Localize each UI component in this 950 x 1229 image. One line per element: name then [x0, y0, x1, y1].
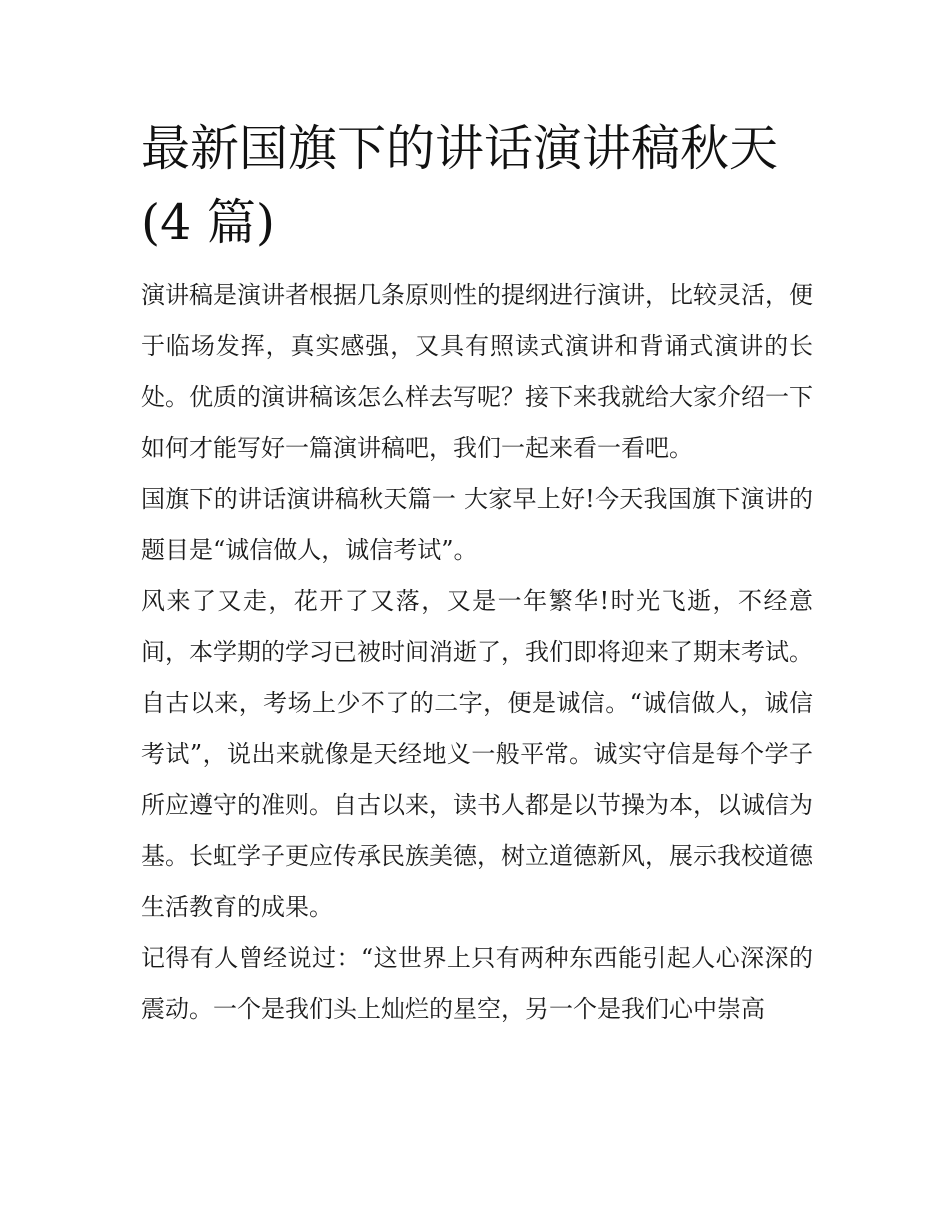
paragraph-intro: 演讲稿是演讲者根据几条原则性的提纲进行演讲，比较灵活，便于临场发挥，真实感强，又具有照读式演讲和背诵式演讲的长处。优质的演讲稿该怎么样去写呢？接下来我就给大家介绍一下如何才能写好一篇演讲稿吧，我们一起来看一看吧。	[141, 281, 813, 462]
document-title: 最新国旗下的讲话演讲稿秋天(4 篇)	[141, 120, 779, 251]
paragraph-speech-opening: 国旗下的讲话演讲稿秋天篇一 大家早上好!今天我国旗下演讲的题目是“诚信做人，诚信考试”。	[141, 485, 813, 564]
document-content	[141, 112, 813, 1035]
paragraph-integrity: 自古以来，考场上少不了的二字，便是诚信。“诚信做人，诚信考试”，说出来就像是天经地义一般平常。诚实守信是每个学子所应遵守的准则。自古以来，读书人都是以节操为本，以诚信为基。长虹学子更应传承民族美德，树立道德新风，展示我校道德生活教育的成果。	[141, 689, 813, 921]
document-body	[141, 270, 813, 1035]
paragraph-quote: 记得有人曾经说过：“这世界上只有两种东西能引起人心深深的震动。一个是我们头上灿烂的星空，另一个是我们心中崇高	[141, 944, 813, 1023]
paragraph-time-passing: 风来了又走，花开了又落，又是一年繁华!时光飞逝，不经意间，本学期的学习已被时间消逝了，我们即将迎来了期末考试。	[141, 587, 813, 666]
